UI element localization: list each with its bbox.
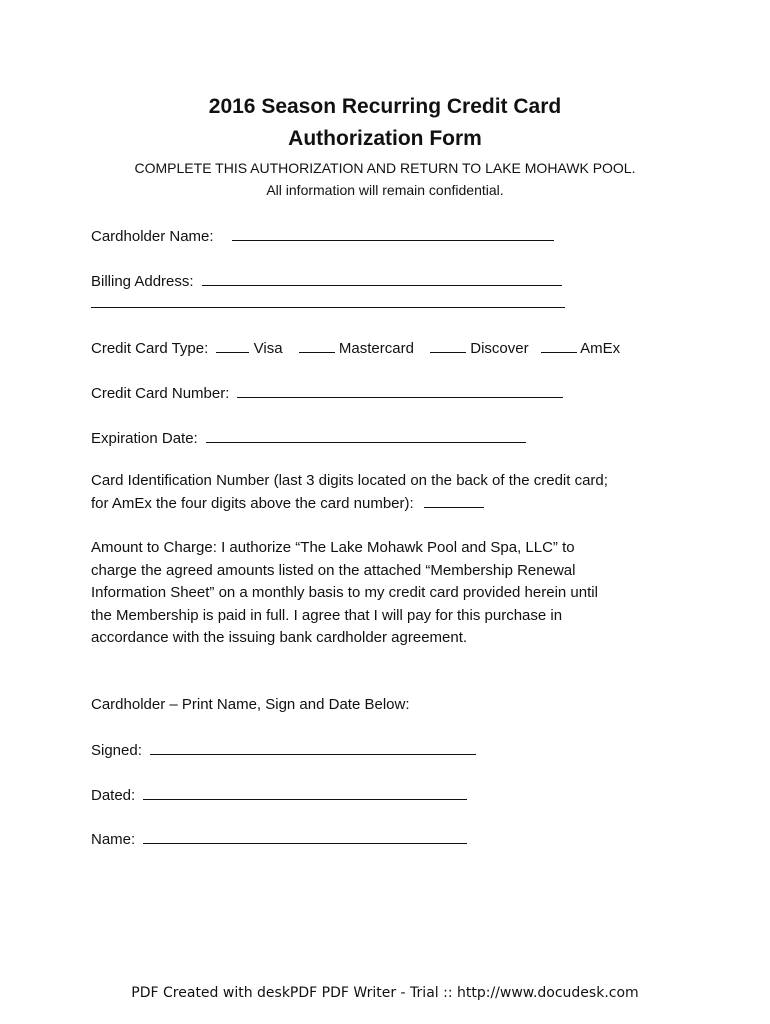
discover-option: Discover: [470, 340, 529, 357]
amex-option: AmEx: [580, 340, 621, 357]
card-number-field[interactable]: [237, 383, 563, 398]
expiration-row: [91, 428, 526, 448]
expiration-label: Expiration Date:: [91, 430, 198, 447]
name-label: Name:: [91, 831, 136, 848]
cardholder-name-label: Cardholder Name:: [91, 228, 214, 245]
confidential-note: All information will remain confidential.: [266, 182, 504, 198]
amount-line-1: Amount to Charge: I authorize “The Lake Mohawk Pool and Spa, LLC” to: [91, 539, 575, 556]
cid-line-2: for AmEx the four digits above the card number):: [91, 494, 414, 512]
name-row: [91, 829, 467, 849]
name-field[interactable]: [143, 829, 467, 844]
billing-address-field-2[interactable]: [91, 293, 565, 308]
visa-option: Visa: [253, 340, 283, 357]
amount-line-4: the Membership is paid in full. I agree that I will pay for this purchase in: [91, 606, 563, 624]
signed-field[interactable]: [150, 740, 476, 755]
instruction-text: COMPLETE THIS AUTHORIZATION AND RETURN TO LAKE MOHAWK POOL.: [134, 160, 636, 176]
amex-checkbox-blank[interactable]: [541, 338, 577, 353]
cid-line-2-wrap: [91, 493, 691, 516]
card-number-label: Credit Card Number:: [91, 385, 230, 402]
card-type-row: [91, 338, 620, 358]
dated-label: Dated:: [91, 787, 136, 804]
billing-address-row: [91, 271, 562, 291]
visa-checkbox-blank[interactable]: [216, 338, 249, 353]
amount-line-2: charge the agreed amounts listed on the attached “Membership Renewal: [91, 561, 576, 579]
billing-address-label: Billing Address:: [91, 273, 194, 290]
dated-field[interactable]: [143, 785, 467, 800]
dated-row: [91, 785, 467, 805]
card-number-row: [91, 383, 563, 403]
amount-line-3: Information Sheet” on a monthly basis to my credit card provided herein until: [91, 584, 598, 601]
card-type-label: Credit Card Type:: [91, 340, 209, 357]
cid-paragraph: [91, 470, 691, 515]
cardholder-name-field[interactable]: [232, 226, 554, 241]
discover-checkbox-blank[interactable]: [430, 338, 466, 353]
billing-address-row-2: [91, 293, 565, 313]
mastercard-option: Mastercard: [338, 340, 414, 357]
cid-line-1: Card Identification Number (last 3 digits located on the back of the credit card;: [91, 472, 608, 489]
signature-heading: Cardholder – Print Name, Sign and Date Below:: [91, 696, 410, 713]
signed-label: Signed:: [91, 742, 142, 759]
cid-field[interactable]: [424, 493, 484, 508]
cardholder-name-row: [91, 226, 554, 246]
form-title-line1: 2016 Season Recurring Credit Card: [208, 95, 562, 118]
amount-paragraph: [91, 537, 691, 650]
mastercard-checkbox-blank[interactable]: [299, 338, 335, 353]
signed-row: [91, 740, 476, 760]
amount-line-5: accordance with the issuing bank cardholder agreement.: [91, 629, 468, 646]
billing-address-field-1[interactable]: [202, 271, 562, 286]
expiration-field[interactable]: [206, 428, 526, 443]
pdf-footer: PDF Created with deskPDF PDF Writer - Trial :: http://www.docudesk.com: [131, 985, 639, 1001]
form-title-line2: Authorization Form: [288, 127, 482, 150]
